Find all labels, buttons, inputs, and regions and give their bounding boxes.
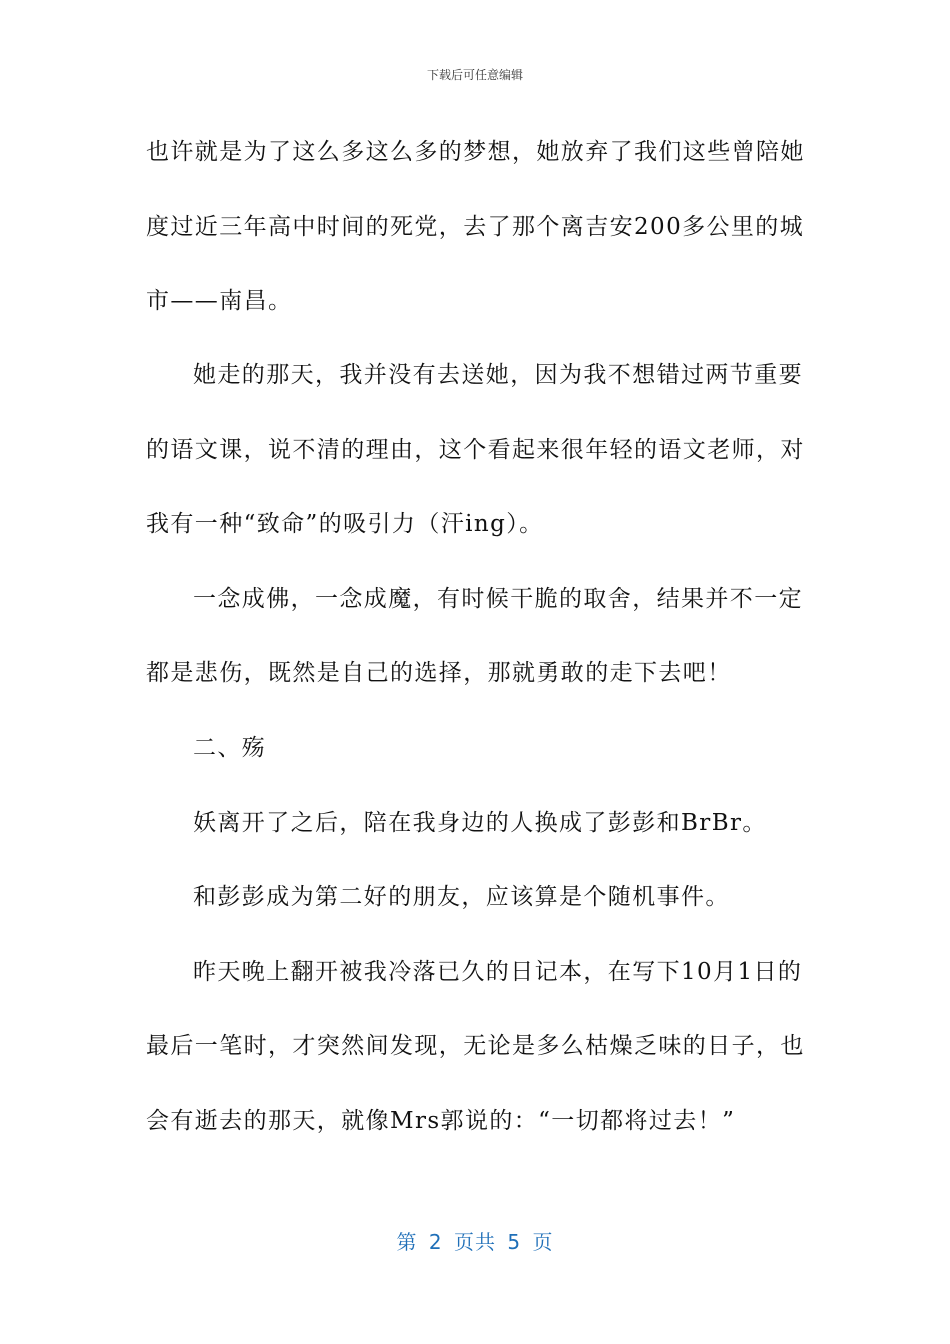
section-heading: 二、殇 — [193, 735, 267, 761]
text-line: 的语文课，说不清的理由，这个看起来很年轻的语文老师，对 — [146, 437, 805, 463]
paragraph-start-line: 一念成佛，一念成魔，有时候干脆的取舍，结果并不一定 — [193, 586, 803, 612]
footer-label-ye: 页 — [532, 1230, 554, 1254]
text-line: 也许就是为了这么多这么多的梦想，她放弃了我们这些曾陪她 — [146, 139, 805, 165]
paragraph-start-line: 昨天晚上翻开被我冷落已久的日记本，在写下10月1日的 — [193, 959, 803, 985]
text-line: 都是悲伤，既然是自己的选择，那就勇敢的走下去吧！ — [146, 660, 732, 686]
page-header: 下载后可任意编辑 — [426, 68, 523, 82]
text-line: 我有一种“致命”的吸引力（汗ing）。 — [146, 511, 544, 537]
text-line: 最后一笔时，才突然间发现，无论是多么枯燥乏味的日子，也 — [146, 1033, 805, 1059]
footer-current-page: 2 — [428, 1230, 443, 1254]
footer-total-pages: 5 — [507, 1230, 522, 1254]
text-line: 度过近三年高中时间的死党，去了那个离吉安200多公里的城 — [146, 214, 805, 240]
text-line: 会有逝去的那天，就像Mrs郭说的：“一切都将过去！” — [146, 1108, 736, 1134]
text-line: 市——南昌。 — [146, 288, 293, 314]
paragraph-start-line: 和彭彭成为第二好的朋友，应该算是个随机事件。 — [193, 884, 730, 910]
footer-label-di: 第 — [396, 1230, 418, 1254]
paragraph-start-line: 她走的那天，我并没有去送她，因为我不想错过两节重要 — [193, 362, 803, 388]
footer-label-ye-gong: 页共 — [454, 1230, 496, 1254]
paragraph-start-line: 妖离开了之后，陪在我身边的人换成了彭彭和BrBr。 — [193, 810, 767, 836]
page-footer — [0, 1226, 950, 1255]
